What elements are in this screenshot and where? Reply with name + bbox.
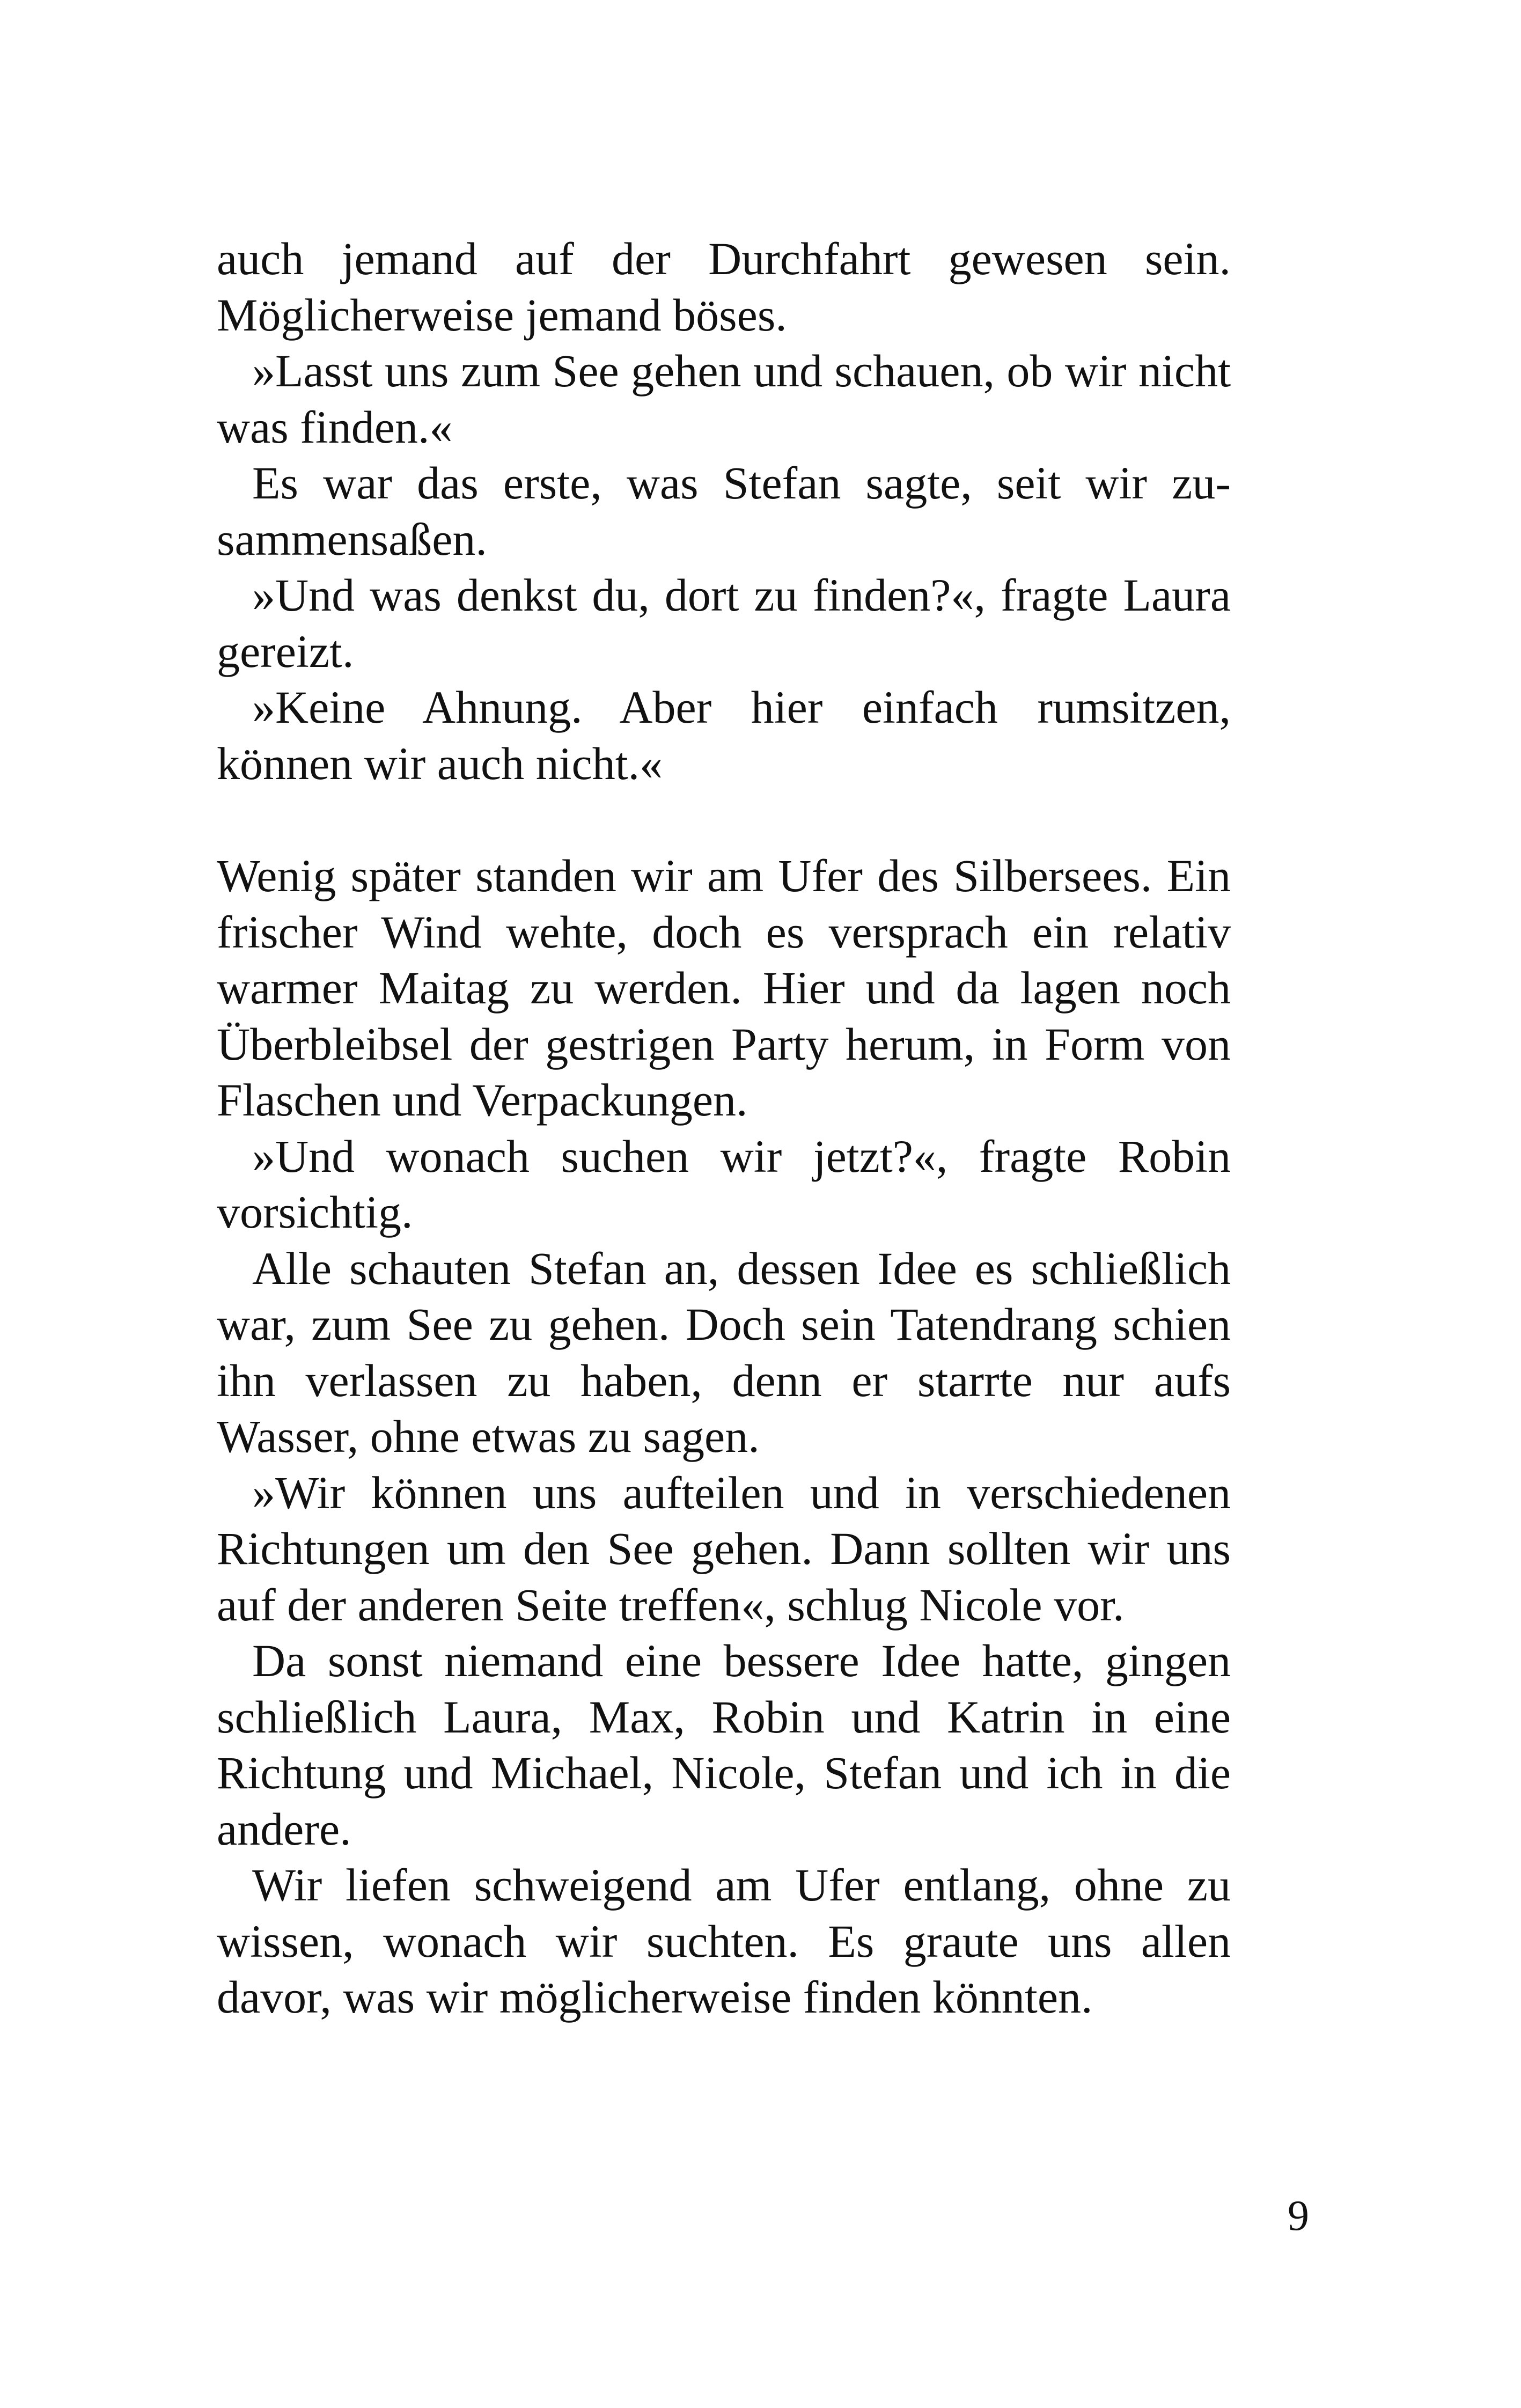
- paragraph: »Und wonach suchen wir jetzt?«, fragte Robin vorsichtig.: [217, 1130, 1231, 1238]
- text-section-1: [217, 231, 1231, 791]
- paragraph: »Lasst uns zum See gehen und schauen, ob wir nicht was finden.«: [217, 345, 1231, 453]
- page-number: 9: [1288, 2192, 1309, 2240]
- paragraph: »Wir können uns aufteilen und in verschiedenen Richtungen um den See gehen. Dann sollten wir uns auf der anderen Seite treffen«, schlug Nicole vor.: [217, 1466, 1231, 1631]
- paragraph: Alle schauten Stefan an, dessen Idee es schließlich war, zum See zu gehen. Doch sein Tatendrang schien ihn verlassen zu haben, denn er starrte nur aufs Wasser, ohne etwas zu sagen.: [217, 1242, 1231, 1462]
- paragraph: Da sonst niemand eine bessere Idee hatte, gingen schließlich Laura, Max, Robin und Katrin in eine Richtung und Michael, Nicole, Stefan und ich in die andere.: [217, 1635, 1231, 1855]
- paragraph: »Und was denkst du, dort zu finden?«, fragte Laura gereizt.: [217, 569, 1231, 677]
- paragraph: Wenig später standen wir am Ufer des Silbersees. Ein frischer Wind wehte, doch es versprach ein relativ warmer Maitag zu werden. Hier und da lagen noch Überbleibsel der gestrigen Party herum, in Form von Flaschen und Verpackungen.: [217, 850, 1231, 1126]
- paragraph: Wir liefen schweigend am Ufer entlang, ohne zu wissen, wonach wir suchten. Es graute uns allen davor, was wir möglicherweise finden könnten.: [217, 1859, 1231, 2023]
- paragraph: »Keine Ahnung. Aber hier einfach rumsitzen, können wir auch nicht.«: [217, 681, 1231, 789]
- paragraph: auch jemand auf der Durchfahrt gewesen sein. Möglicherweise jemand böses.: [217, 233, 1231, 341]
- paragraph: Es war das erste, was Stefan sagte, seit wir zusammensaßen.: [217, 457, 1231, 565]
- text-section-2: [217, 848, 1231, 2025]
